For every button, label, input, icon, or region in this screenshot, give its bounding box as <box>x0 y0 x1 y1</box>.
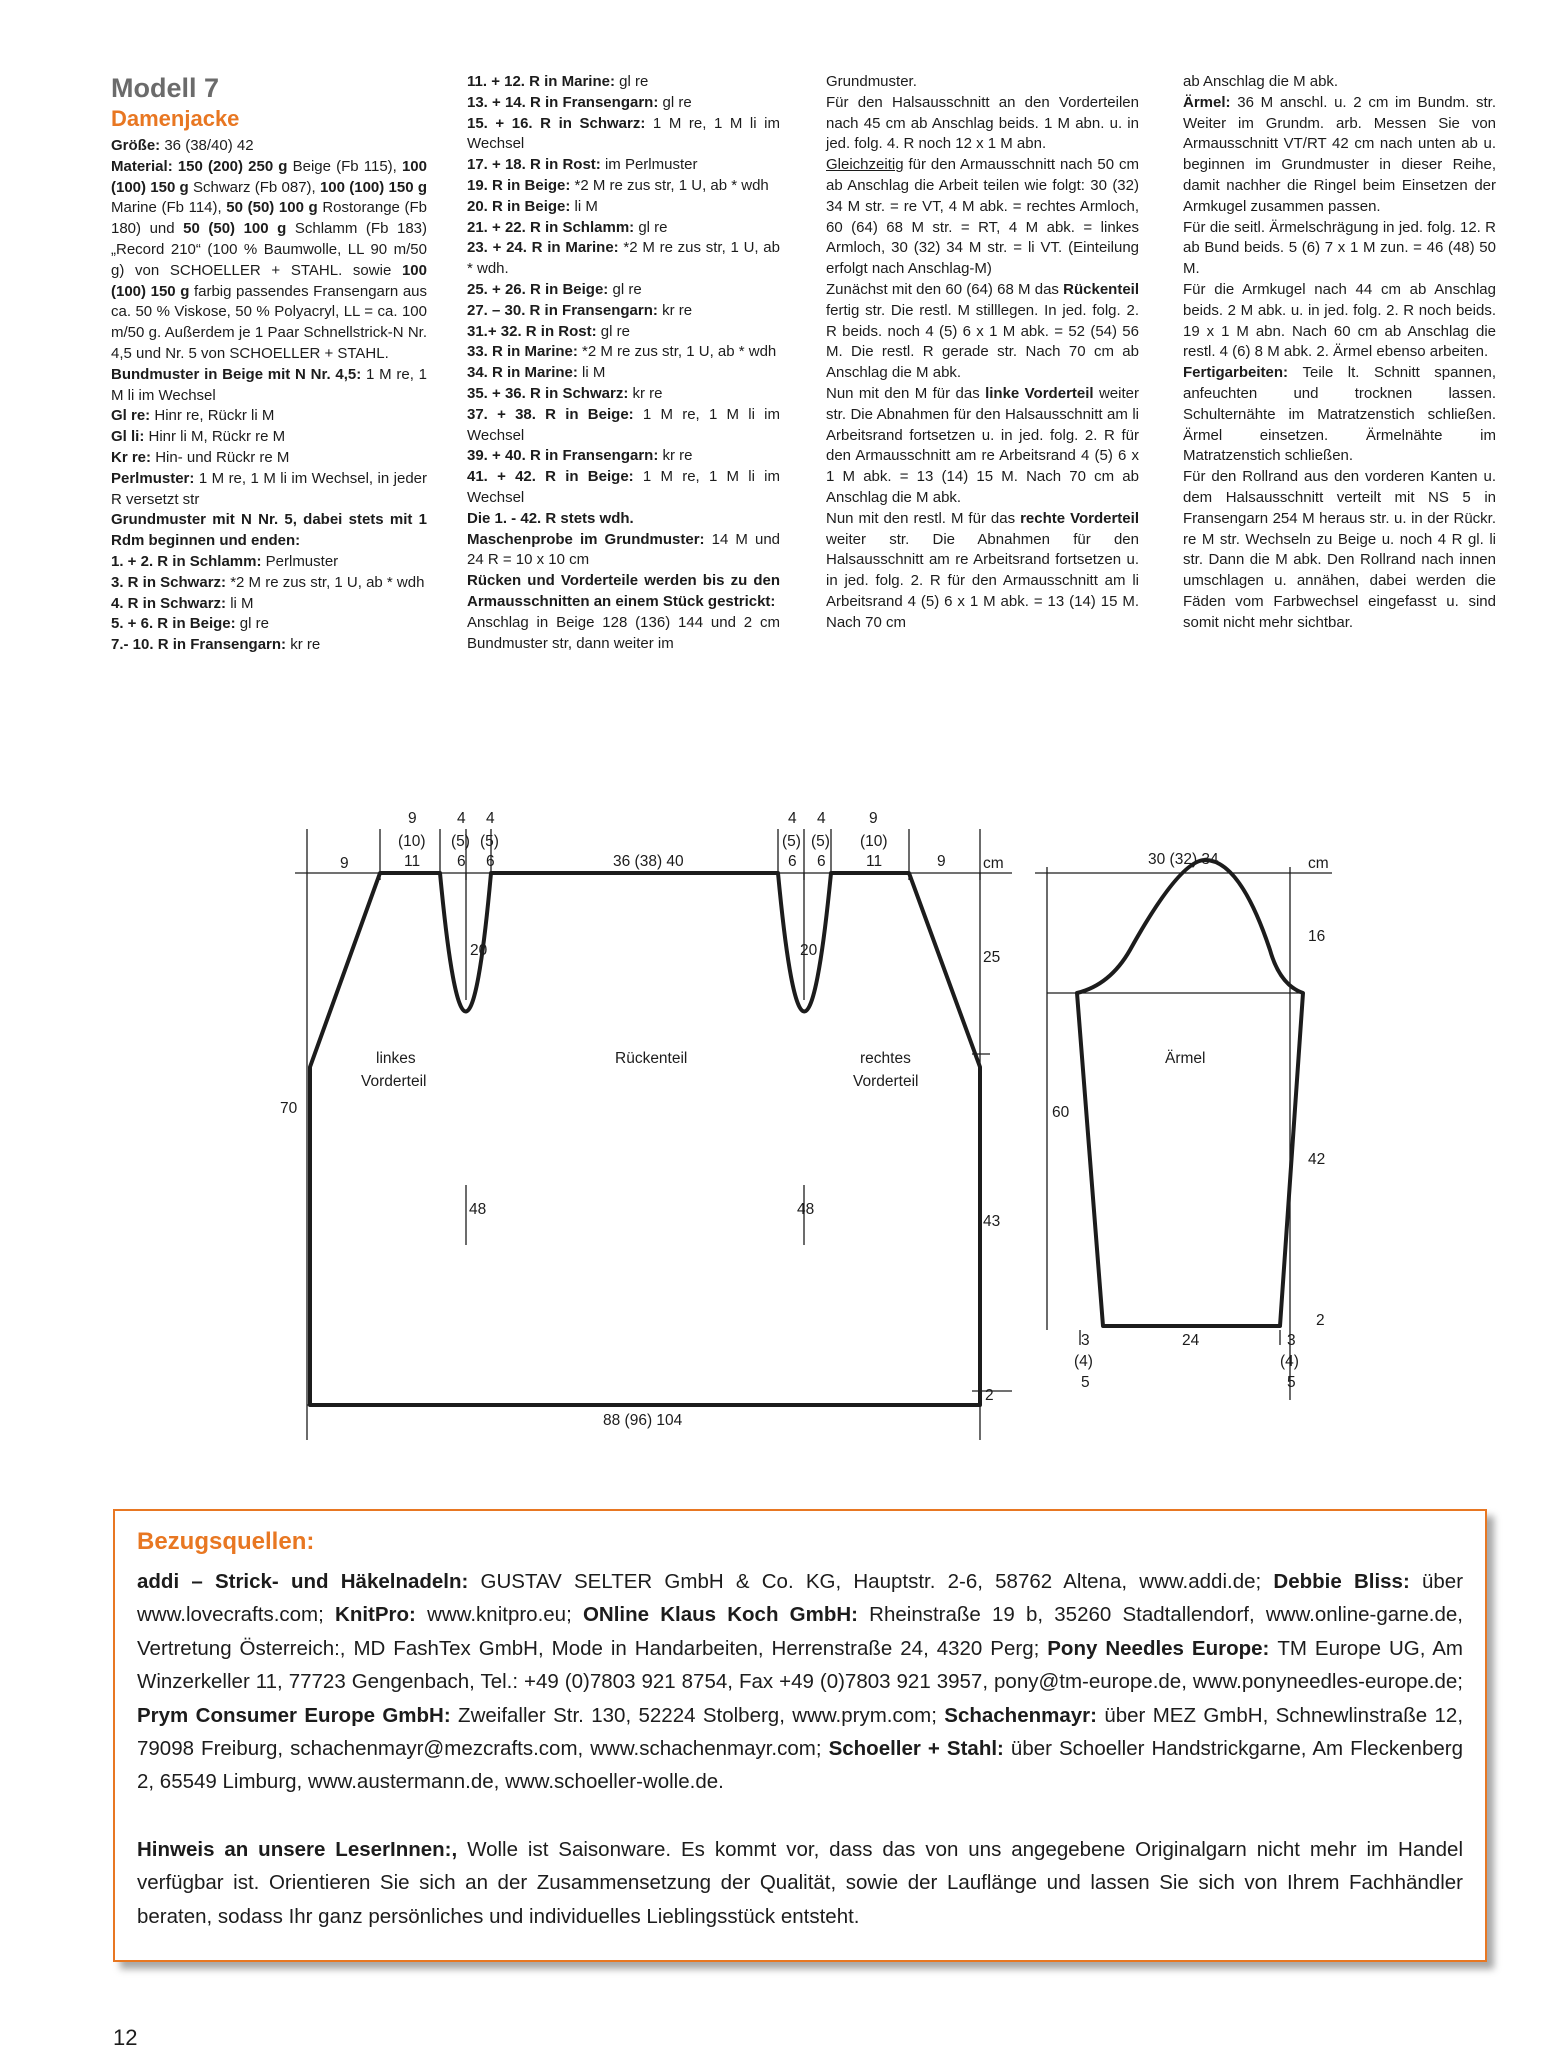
dim-cuff-right-2: (4) <box>1280 1353 1299 1370</box>
dim-left-neck2-2: (5) <box>480 833 499 850</box>
suppliers-text: addi – Strick- und Häkelnadeln: GUSTAV SELTER GmbH & Co. KG, Hauptstr. 2-6, 58762 Altena, www.addi.de; Debbie Bliss: über www.lovecrafts.com; KnitPro: www.knitpro.eu; ONline Klaus Koch GmbH: Rheinstraße 19 b, 35260 Stadtallendorf, www.online-garne.de, Vertretung Österreich:, MD FashTex GmbH, Mode in Handarbeiten, Herrenstraße 24, 4320 Perg; Pony Needles Europe: TM Europe UG, Am Winzerkeller 11, 77723 Gengenbach, Tel.: +49 (0)7803 921 8754, Fax +49 (0)7803 921 3957, pony@tm-europe.de, www.ponyneedles-europe.de; Prym Consumer Europe GmbH: Zweifaller Str. 130, 52224 Stolberg, www.prym.com; Schachenmayr: über MEZ GmbH, Schnewlinstraße 12, 79098 Freiburg, schachenmayr@mezcrafts.com, www.schachenmayr.com; Schoeller + Stahl: über Schoeller Handstrickgarne, Am Fleckenberg 2, 65549 Limburg, www.austermann.de, www.schoeller-wolle.de. <box>137 1570 1464 1794</box>
dim-sleeve-cap: 16 <box>1308 928 1326 945</box>
label-back: Rückenteil <box>615 1050 688 1067</box>
dim-top-right-9: 9 <box>937 853 946 870</box>
dim-sleeve-rib: 2 <box>1316 1312 1325 1329</box>
dim-left-neck-3: 6 <box>457 853 466 870</box>
dim-left-shoulder-3: 11 <box>404 853 421 870</box>
dim-cuff-left-2: (4) <box>1074 1353 1093 1370</box>
dim-right-neck2-1: 4 <box>817 810 826 827</box>
dimension-lines <box>295 829 1332 1440</box>
col1-text: Größe: 36 (38/40) 42 Material: 150 (200) 250 g Beige (Fb 115), 100 (100) 150 g Schwarz (Fb 087), 100 (100) 150 g Marine (Fb 114), 50 (50) 100 g Rostorange (Fb 180) und 50 (50) 100 g Schlamm (Fb 183) „Record 210“ (100 % Baumwolle, LL 90 m/50 g) von SCHOELLER + STAHL. sowie 100 (100) 150 g farbig passendes Fransengarn aus ca. 50 % Viskose, 50 % Polyacryl, LL = ca. 100 m/50 g. Außerdem je 1 Paar Schnellstrick-N Nr. 4,5 und Nr. 5 von SCHOELLER + STAHL. Bundmuster in Beige mit N Nr. 4,5: 1 M re, 1 M li im Wechsel Gl re: Hinr re, Rückr li M Gl li: Hinr li M, Rückr re M Kr re: Hin- und Rückr re M Perlmuster: 1 M re, 1 M li im Wechsel, in jeder R versetzt str Grundmuster mit N Nr. 5, dabei stets mit 1 Rdm beginnen und enden: 1. + 2. R in Schlamm: Perlmuster 3. R in Schwarz: *2 M re zus str, 1 U, ab * wdh 4. R in Schwarz: li M 5. + 6. R in Beige: gl re 7.- 10. R in Fransengarn: kr re <box>111 137 427 654</box>
col2-text: 11. + 12. R in Marine: gl re 13. + 14. R in Fransengarn: gl re 15. + 16. R in Schwarz: 1 M re, 1 M li im Wechsel 17. + 18. R in Rost: im Perlmuster 19. R in Beige: *2 M re zus str, 1 U, ab * wdh 20. R in Beige: li M 21. + 22. R in Schlamm: gl re 23. + 24. R in Marine: *2 M re zus str, 1 U, ab * wdh. 25. + 26. R in Beige: gl re 27. – 30. R in Fransengarn: kr re 31.+ 32. R in Rost: gl re 33. R in Marine: *2 M re zus str, 1 U, ab * wdh 34. R in Marine: li M 35. + 36. R in Schwarz: kr re 37. + 38. R in Beige: 1 M re, 1 M li im Wechsel 39. + 40. R in Fransengarn: kr re 41. + 42. R in Beige: 1 M re, 1 M li im Wechsel Die 1. - 42. R stets wdh. Maschenprobe im Grundmuster: 14 M und 24 R = 10 x 10 cm Rücken und Vorderteile werden bis zu den Armausschnitten an einem Stück gestrickt: Anschlag in Beige 128 (136) 144 und 2 cm Bundmuster str, dann weiter im <box>467 73 780 652</box>
dim-sleeve-top: 30 (32) 34 <box>1148 851 1219 868</box>
dim-cuff-width: 24 <box>1182 1332 1200 1349</box>
page-subtitle: Damenjacke <box>111 106 240 131</box>
dim-right-48: 48 <box>797 1201 815 1218</box>
reader-hint: Hinweis an unsere LeserInnen:, Wolle ist Saisonware. Es kommt vor, dass das von uns angegebene Originalgarn nicht mehr im Handel verfügbar ist. Orientieren Sie sich an der Zusammensetzung der Qualität, sowie der Lauflänge und lassen Sie sich von Ihrem Fachhändler beraten, sodass Ihr ganz persönliches und individuelles Lieblingsstück entsteht. <box>137 1837 1463 1928</box>
dim-right-neck-2: (5) <box>782 833 801 850</box>
dim-armhole-left: 20 <box>470 942 488 959</box>
label-right-front-2: Vorderteil <box>853 1073 919 1090</box>
page-title: Modell 7 <box>111 73 220 103</box>
dim-right-shoulder-1: 9 <box>869 810 878 827</box>
dim-right-neck-3: 6 <box>788 853 797 870</box>
label-right-front-1: rechtes <box>860 1050 911 1067</box>
dim-right-neck2-3: 6 <box>817 853 826 870</box>
page-number: 12 <box>113 2025 138 2050</box>
dim-right-shoulder-2: (10) <box>860 833 888 850</box>
dim-left-neck2-1: 4 <box>486 810 495 827</box>
dim-bottom-width: 88 (96) 104 <box>603 1412 683 1429</box>
dim-left-neck-2: (5) <box>451 833 470 850</box>
dim-sleeve-height: 60 <box>1052 1104 1070 1121</box>
dim-left-neck-1: 4 <box>457 810 466 827</box>
dim-cuff-left-1: 3 <box>1081 1332 1090 1349</box>
dim-cuff-right-3: 5 <box>1287 1374 1296 1391</box>
dim-left-48: 48 <box>469 1201 487 1218</box>
dim-rib: 2 <box>985 1387 994 1404</box>
dim-right-neck-1: 4 <box>788 810 797 827</box>
col4-text: ab Anschlag die M abk. Ärmel: 36 M anschl. u. 2 cm im Bundm. str. Weiter im Grundm. arb. Messen Sie von Armausschnitt VT/RT 42 cm nach unten ab u. beginnen im Grundmuster in dieser Reihe, damit nachher die Ringel beim Einsetzen der Armkugel zusammen passen. Für die seitl. Ärmelschrägung in jed. folg. 12. R ab Bund beids. 5 (6) 7 x 1 M zun. = 46 (48) 50 M. Für die Armkugel nach 44 cm ab Anschlag beids. 2 M abk. u. in jed. folg. 2. R noch beids. 19 x 1 M abn. Nach 60 cm ab Anschlag die restl. 4 (6) 8 M abk. 2. Ärmel ebenso arbeiten. Fertigarbeiten: Teile lt. Schnitt spannen, anfeuchten und trocknen lassen. Schulternähte im Matratzenstich schließen. Ärmel einsetzen. Ärmelnähte im Matratzenstich schließen. Für den Rollrand aus den vorderen Kanten u. dem Halsausschnitt verteilt mit NS 5 in Fransengarn 254 M heraus str. u. in der Rückr. re M str. Wechseln zu Beige u. noch 4 R gl. li str. Dann die M abk. Den Rollrand nach innen umschlagen u. annähen, dabei werden die Fäden vom Farbwechsel eingefasst u. sind somit nicht mehr sichtbar. <box>1183 73 1496 631</box>
dim-right-neck2-2: (5) <box>811 833 830 850</box>
dim-armhole-right: 20 <box>800 942 818 959</box>
label-left-front-1: linkes <box>376 1050 416 1067</box>
dim-side-height: 43 <box>983 1213 1001 1230</box>
dim-left-shoulder-1: 9 <box>408 810 417 827</box>
dim-total-height: 70 <box>280 1100 298 1117</box>
dim-cuff-right-1: 3 <box>1287 1332 1296 1349</box>
dim-top-left-9: 9 <box>340 855 349 872</box>
dim-right-shoulder-3: 11 <box>866 853 883 870</box>
dim-sleeve-unit: cm <box>1308 855 1329 872</box>
dim-armhole-height: 25 <box>983 949 1001 966</box>
suppliers-box <box>113 1509 1487 1962</box>
suppliers-heading: Bezugsquellen: <box>137 1528 315 1555</box>
dim-cuff-left-3: 5 <box>1081 1374 1090 1391</box>
col3-text: Grundmuster. Für den Halsausschnitt an den Vorderteilen nach 45 cm ab Anschlag beids. 1 M abn. u. in jed. folg. 4. R noch 12 x 1 M abn. Gleichzeitig für den Armausschnitt nach 50 cm ab Anschlag die Arbeit teilen wie folgt: 30 (32) 34 M str. = re VT, 4 M abk. = rechtes Armloch, 60 (64) 68 M str. = RT, 4 M abk. = linkes Armloch, 30 (32) 34 M str. = li VT. (Einteilung erfolgt nach Anschlag-M) Zunächst mit den 60 (64) 68 M das Rückenteil fertig str. Die restl. M stilllegen. In jed. folg. 2. R beids. noch 4 (5) 6 x 1 M abk. = 52 (54) 56 M. Die restl. R gerade str. Nach 70 cm ab Anschlag die M abk. Nun mit den M für das linke Vorderteil weiter str. Die Abnahmen für den Halsausschnitt am li Arbeitsrand fortsetzen u. in jed. folg. 2. R für den Armausschnitt am re Arbeitsrand 4 (5) 6 x 1 M abk. = 13 (14) 15 M. Nach 70 cm ab Anschlag die M abk. Nun mit den restl. M für das rechte Vorderteil weiter str. Die Abnahmen für den Halsausschnitt am re Arbeitsrand fortsetzen u. in jed. folg. 2. R für den Armausschnitt am li Arbeitsrand 4 (5) 6 x 1 M abk. = 13 (14) 15 M. Nach 70 cm <box>826 73 1139 631</box>
dim-unit-body: cm <box>983 855 1004 872</box>
dim-left-neck2-3: 6 <box>486 853 495 870</box>
dim-back-width: 36 (38) 40 <box>613 853 684 870</box>
dim-sleeve-seam: 42 <box>1308 1151 1326 1168</box>
label-left-front-2: Vorderteil <box>361 1073 427 1090</box>
dim-left-shoulder-2: (10) <box>398 833 426 850</box>
label-sleeve: Ärmel <box>1165 1050 1206 1067</box>
